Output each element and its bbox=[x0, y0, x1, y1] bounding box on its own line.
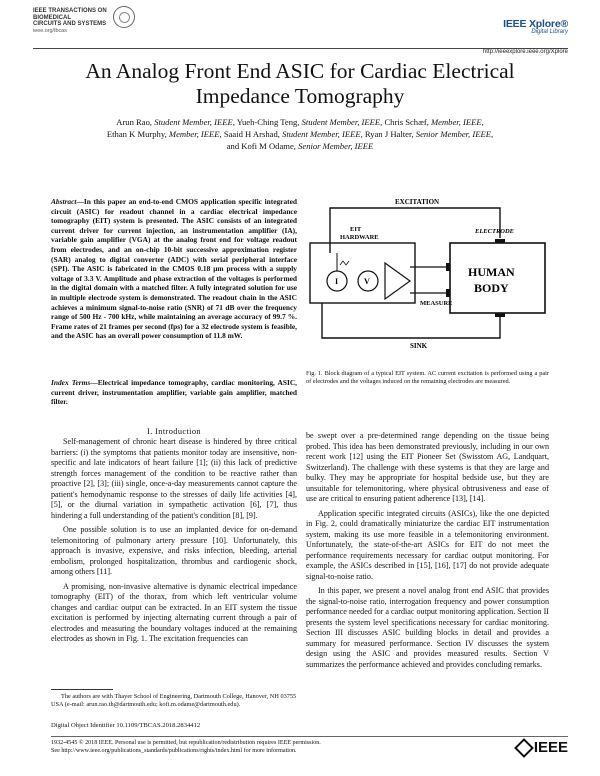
xplore-brand[interactable] bbox=[503, 18, 568, 35]
author-name: Saaid H Arshad, bbox=[223, 129, 280, 139]
journal-line-3: CIRCUITS AND SYSTEMS bbox=[33, 21, 107, 28]
abstract bbox=[51, 197, 297, 341]
journal-line-2: BIOMEDICAL bbox=[33, 14, 71, 21]
title-line-2: Impedance Tomography bbox=[195, 84, 405, 108]
xplore-logo-text: IEEE Xplore® bbox=[503, 18, 568, 30]
author-affiliation: Member, IEEE, bbox=[168, 129, 222, 139]
current-source-label: I bbox=[335, 277, 339, 286]
author-affiliation: Member, IEEE, bbox=[431, 117, 484, 127]
human-label-1: HUMAN bbox=[468, 265, 515, 279]
intro-paragraph: A promising, non-invasive alternative is dynamic electrical impedance tomography (EIT) of the thorax, from which left ventricular volume changes and cardiac output can be extracted. In an EIT system the tissue excitation is performed by injecting alternating current through a pair of electrodes and measuring the boundary voltages induced at the remaining electrodes as shown in Fig. 1. The excitation frequencies can bbox=[51, 581, 297, 643]
voltmeter-label: V bbox=[364, 277, 370, 286]
copyright-line-1: 1932-4545 © 2018 IEEE. Personal use is permitted, but republication/redistribution requires IEEE permission. bbox=[51, 740, 321, 746]
author-footnote: The authors are with Thayer School of Engineering, Dartmouth College, Hanover, NH 03755 USA (e-mail: arun.rao.th@dartmouth.edu; kofi.m.odame@dartmouth.edu). bbox=[51, 693, 297, 708]
body-paragraph: be swept over a pre-determined range depending on the tissue being probed. This idea has been demonstrated previously, including in our own recent work [12] using the EIT Pioneer Set (Swisstom AG, Landquart, Switzerland). The challenge with these systems is that they are large and bulky. They may be appropriate for hospital bedside use, but they are unsuitable for telemonitoring, where physical obtrusiveness and ease of use are critical to ensuring patient adherence [13], [14]. bbox=[306, 431, 549, 503]
electrode-left-upper bbox=[446, 263, 450, 271]
intro-paragraph: One possible solution is to use an implanted device for on-demand telemonitoring of pulmonary artery pressure [10]. Unfortunately, this approach is invasive, expensive, and risks infection, bleeding, arterial embolism, prolonged hospitalization, thrombus and cardiogenic shock, among others [11]. bbox=[51, 525, 297, 576]
right-column-body bbox=[306, 431, 549, 674]
sink-wire bbox=[322, 303, 500, 338]
author-affiliation: Student Member, IEEE, bbox=[154, 117, 235, 127]
author-name: and Kofi M Odame, bbox=[226, 141, 296, 151]
eit-hardware-label-1: EIT bbox=[350, 226, 362, 233]
title-line-1: An Analog Front End ASIC for Cardiac Electrical bbox=[85, 59, 515, 83]
author-name: Chris Schæf, bbox=[384, 117, 429, 127]
index-terms-label: Index Terms bbox=[51, 378, 91, 387]
footer-divider bbox=[51, 736, 568, 737]
ieee-logo-text: IEEE bbox=[533, 739, 568, 756]
copyright-footer bbox=[51, 739, 461, 755]
amplifier-icon bbox=[385, 263, 410, 299]
figure-caption: Fig. 1. Block diagram of a typical EIT system. AC current excitation is performed using a pair of electrodes and the voltages induced on the remaining electrodes are measured. bbox=[306, 370, 549, 386]
index-terms bbox=[51, 378, 297, 407]
author-name: Yueh-Ching Teng, bbox=[236, 117, 300, 127]
footnote-divider bbox=[51, 689, 113, 690]
sine-icon bbox=[340, 261, 349, 265]
electrode-left-lower bbox=[446, 289, 450, 297]
introduction-body bbox=[51, 437, 297, 649]
copyright-line-2[interactable]: See http://www.ieee.org/publications_standards/publications/rights/index.html for more information. bbox=[51, 748, 297, 755]
author-affiliation: Student Member, IEEE, bbox=[282, 129, 363, 139]
author-name: Arun Rao, bbox=[116, 117, 153, 127]
author-affiliation: Student Member, IEEE, bbox=[301, 117, 383, 127]
xplore-url-link[interactable]: http://ieeexplore.ieee.org/Xplore bbox=[482, 49, 568, 55]
author-affiliation: Senior Member, IEEE, bbox=[415, 129, 494, 139]
electrode-label: ELECTRODE bbox=[475, 228, 515, 235]
abstract-text: —In this paper an end-to-end CMOS application specific integrated circuit (ASIC) for readout channel in a cardiac electrical impedance tomography (EIT) system is presented. The ASIC consists of an integrated current driver for current injection, an instrumentation amplifier (IA), variable gain amplifier (VGA) at the analog front end for voltage readout from electrodes, and an on-chip 10-bit successive approximation register (SAR) analog to digital converter (ADC) with serial peripheral interface (SPI). The ASIC is fabricated in the CMOS 0.18 μm process with a supply voltage of 3.3 V. Amplitude and phase extraction of the voltages is performed in the digital domain with a matched filter. A fully integrated solution for use in multiple electrode system is demonstrated. The readout chain in the ASIC achieves a minimum signal-to-noise ratio (SNR) of 71 dB over the frequency range of 500 Hz - 700 kHz, while maintaining an average accuracy of 99.7 %. Frame rates of 21 frames per second (fps) for a 32 electrode system is feasible, and the ASIC has an overall power consumption of 11.8 mW. bbox=[51, 197, 297, 341]
ieee-logo bbox=[517, 739, 568, 756]
intro-paragraph: Self-management of chronic heart disease is hindered by three critical barriers: (i) the symptoms that patients monitor today are insensitive, non-specific and late indicators of heart failure [1]; (ii) this lack of predictive strength forces management of the condition to be reactive rather than proactive [2], [3]; (iii) single, once-a-day measurements cannot capture the patient's hemodynamic response to the stresses of daily life activities [4], [5], or the diurnal variation in sympathetic activation [6], [7], thus hindering a full understanding of the patient's condition [8], [9]. bbox=[51, 437, 297, 520]
abstract-label: Abstract bbox=[51, 197, 77, 206]
eit-hardware-label-2: HARDWARE bbox=[340, 234, 379, 241]
journal-sub: ieee.org/tbcas bbox=[33, 27, 67, 34]
author-affiliation: Senior Member, IEEE bbox=[298, 141, 374, 151]
author-name: Ethan K Murphy, bbox=[106, 129, 167, 139]
body-paragraph: In this paper, we present a novel analog front end ASIC that provides the signal-to-noise ratio, interrogation frequency and power consumption performance needed for a cardiac output monitoring application. Section II presents the system level specifications necessary for cardiac monitoring. Section III discusses ASIC building blocks in detail and provides a summary for measured performance. Section IV discusses the system design using the ASIC and provides measured results. Section V summarizes the performance achieved and provides concluding remarks. bbox=[306, 586, 549, 669]
human-label-2: BODY bbox=[474, 281, 509, 295]
index-terms-text: —Electrical impedance tomography, cardiac monitoring, ASIC, current driver, instrumentation amplifier, variable gain amplifier, matched filter. bbox=[51, 378, 297, 407]
journal-line-1: IEEE TRANSACTIONS ON bbox=[33, 8, 107, 14]
measure-label: MEASURE bbox=[420, 300, 453, 307]
author-list bbox=[40, 116, 560, 152]
author-name: Ryan J Halter, bbox=[364, 129, 414, 139]
xplore-subtitle: Digital Library bbox=[531, 29, 568, 35]
sink-label: SINK bbox=[410, 342, 428, 350]
paper-title bbox=[20, 59, 580, 109]
body-paragraph: Application specific integrated circuits (ASICs), like the one depicted in Fig. 2, could dramatically miniaturize the cardiac EIT instrumentation system, making its use more feasible in a telemonitoring environment. Unfortunately, the state-of-the-art ASICs for EIT do not meet the performance requirements necessary for cardiac output monitoring. For example, the ASICs described in [15], [16], [17] do not provide adequate signal-to-noise ratio. bbox=[306, 508, 549, 581]
society-seal-icon bbox=[113, 6, 135, 28]
eit-diagram-svg bbox=[300, 193, 555, 353]
doi-line[interactable]: Digital Object Identifier 10.1109/TBCAS.2018.2834412 bbox=[51, 722, 201, 729]
electrode-bottom bbox=[495, 313, 505, 317]
figure-eit-block-diagram bbox=[300, 193, 555, 353]
excitation-label: EXCITATION bbox=[395, 198, 440, 206]
electrode-top bbox=[495, 239, 505, 243]
ieee-diamond-icon bbox=[514, 738, 534, 758]
section-heading: I. Introduction bbox=[147, 427, 201, 436]
